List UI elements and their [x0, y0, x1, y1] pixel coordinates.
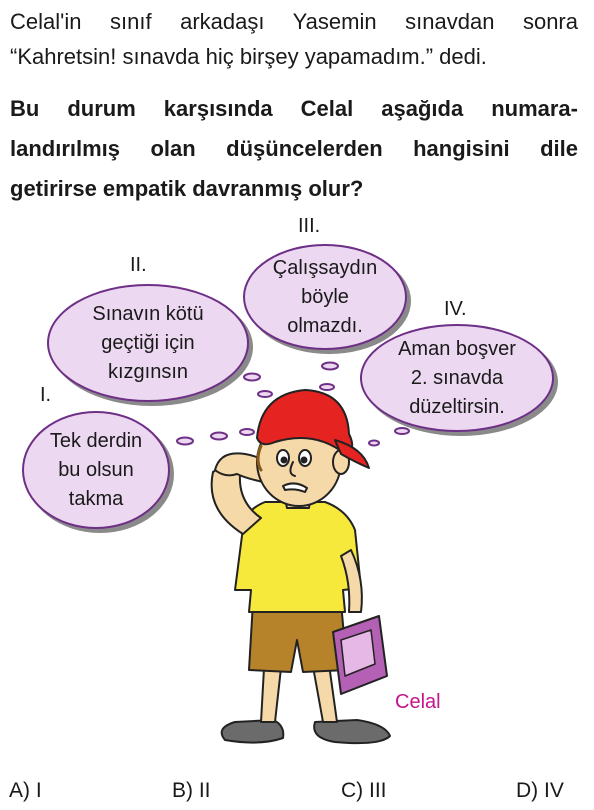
- intro-line-1: Celal'in sınıf arkadaşı Yasemin sınavdan sonra: [10, 9, 578, 34]
- bubble-iii-line-2: böyle: [301, 285, 349, 308]
- bubble-iv-line-1: Aman boşver: [398, 337, 516, 360]
- intro-text: [10, 4, 578, 74]
- intro-line-2: “Kahretsin! sınavda hiç birşey yapamadım.” dedi.: [10, 44, 487, 69]
- question-line-1: Bu durum karşısında Celal aşağıda numara-: [10, 96, 578, 121]
- celal-character-illustration: [165, 350, 425, 750]
- left-shoe: [222, 720, 284, 743]
- option-a[interactable]: A) I: [9, 779, 42, 802]
- bubble-ii-line-3: kızgınsın: [107, 360, 189, 383]
- question-text: [10, 89, 578, 209]
- bubble-i-line-3: takma: [68, 487, 124, 510]
- bubble-i-line-1: Tek derdin: [49, 429, 143, 452]
- numeral-i: I.: [40, 384, 52, 406]
- thought-bubble-i: [22, 411, 170, 529]
- bubble-iii-line-3: olmazdı.: [287, 314, 363, 337]
- bubble-iv-line-3: düzeltirsin.: [409, 395, 505, 418]
- question-line-3: getirirse empatik davranmış olur?: [10, 176, 364, 201]
- option-c[interactable]: C) III: [341, 779, 387, 802]
- option-d[interactable]: D) IV: [516, 779, 564, 802]
- thought-bubble-iii: [243, 244, 407, 350]
- numeral-iv: IV.: [444, 298, 467, 320]
- right-shoe: [314, 720, 390, 743]
- bubble-ii-line-2: geçtiği için: [101, 331, 195, 354]
- option-b[interactable]: B) II: [172, 779, 211, 802]
- question-line-2: landırılmış olan düşüncelerden hangisini dile: [10, 136, 578, 161]
- bubble-ii-line-1: Sınavın kötü: [92, 302, 204, 325]
- numeral-iii: III.: [298, 215, 321, 237]
- bubble-i-line-2: bu olsun: [58, 458, 134, 481]
- bubble-iv-line-2: 2. sınavda: [410, 366, 504, 389]
- numeral-ii: II.: [130, 254, 147, 276]
- bubble-iii-line-1: Çalışsaydın: [272, 256, 378, 279]
- character-label-celal: Celal: [395, 691, 441, 713]
